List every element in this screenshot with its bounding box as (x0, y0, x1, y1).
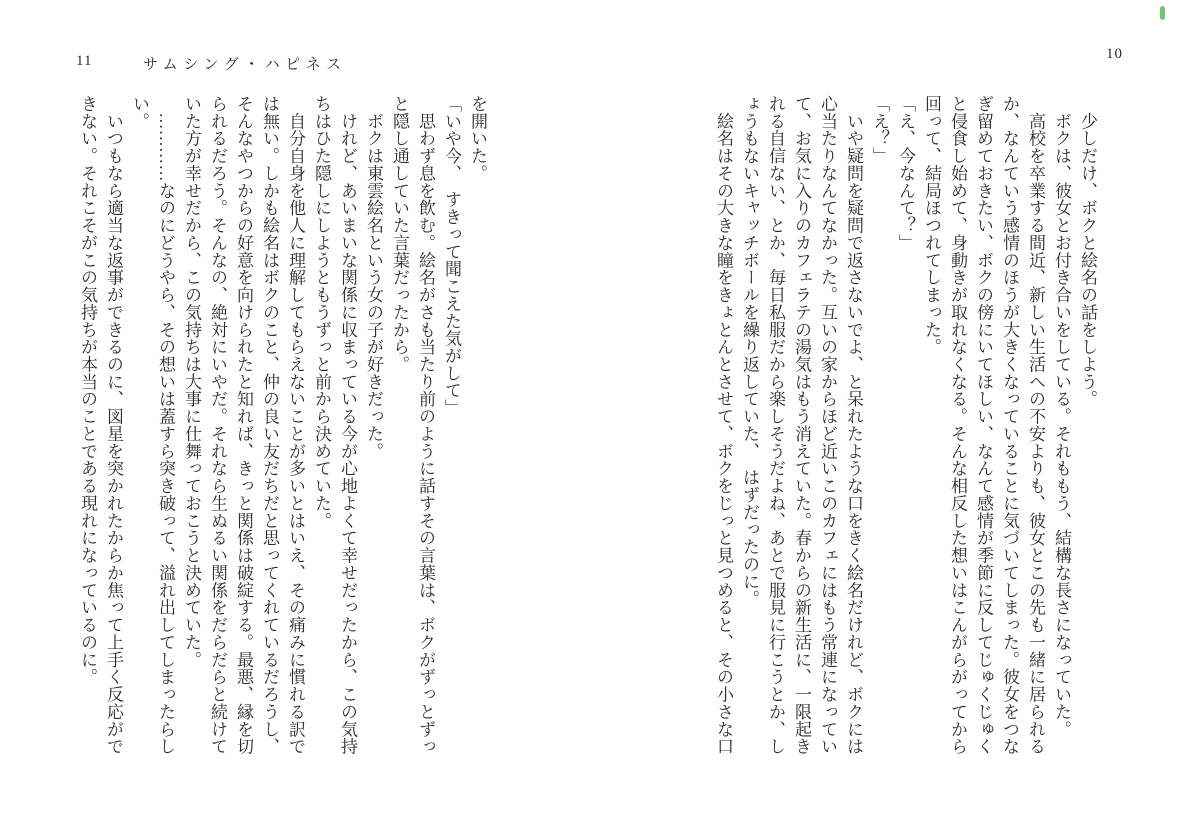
text-line: いや疑問を疑問で返さないでよ、と呆れたような口をきく絵名だけれど、ボクには (844, 95, 863, 756)
text-line: を開いた。 (468, 95, 487, 182)
text-line: 心当たりなんてなかった。互いの家からほど近いこのカフェにはもう常連になってい (818, 95, 837, 756)
right-page-text (710, 95, 1100, 790)
text-line: 自分自身を他人に理解してもらえないことが多いとはいえ、その痛みに慣れる訳で (286, 95, 305, 756)
text-line: ボクは東雲絵名という女の子が好きだった。 (364, 95, 383, 460)
text-line: と隠し通していた言葉だったから。 (390, 95, 409, 373)
text-line: 絵名はその大きな瞳をきょとんとさせて、ボクをじっと見つめると、その小さな口 (714, 95, 733, 756)
text-line: ちはひた隠しにしようともうずっと前から決めていた。 (312, 95, 331, 530)
text-line: 高校を卒業する間近、新しい生活への不安よりも、彼女とこの先も一緒に居られる (1026, 95, 1045, 756)
text-line: られるだろう。そんなの、絶対にいやだ。それなら生ぬるい関係をだらだらと続けて (208, 95, 227, 756)
text-line: れる自信ない、とか、毎日私服だから楽しそうだよね、あとで服見に行こうとか、し (766, 95, 785, 756)
left-page-text (74, 95, 490, 790)
text-line: は無い。しかも絵名はボクのこと、仲の良い友だちだと思ってくれているだろうし、 (260, 95, 279, 756)
text-line: けれど、あいまいな関係に収まっている今が心地よくて幸せだったから、この気持 (338, 95, 357, 756)
text-line: 「いや今、 すきって聞こえた気がして」 (442, 95, 461, 417)
text-line: 思わず息を飲む。絵名がさも当たり前のように話すその言葉は、ボクがずっとずっ (416, 95, 435, 756)
text-line: と侵食し始めて、身動きが取れなくなる。そんな相反した想いはこんがらがってから (948, 95, 967, 756)
text-line: いた方が幸せだから、この気持ちは大事に仕舞っておこうと決めていた。 (182, 95, 201, 669)
text-line: ぎ留めておきたい、ボクの傍にいてほしい、なんて感情が季節に反してじゅくじゅく (974, 95, 993, 756)
text-line: ボクは、彼女とお付き合いをしている。それももう、結構な長さになっていた。 (1052, 95, 1071, 738)
text-line: 「え？」 (870, 95, 889, 165)
page-number-left: 11 (76, 53, 93, 69)
green-marker-icon (1160, 6, 1165, 20)
text-line: て、お気に入りのカフェラテの湯気はもう消えていた。春からの新生活に、一限起き (792, 95, 811, 756)
running-header-title: サムシング・ハピネス (143, 57, 347, 73)
text-line: か、なんていう感情のほうが大きくなっていることに気づいてしまった。彼女をつな (1000, 95, 1019, 756)
text-line: 少しだけ、ボクと絵名の話をしよう。 (1078, 95, 1097, 408)
page-number-right: 10 (1106, 46, 1123, 62)
text-line: …………なのにどうやら、その想いは蓋すら突き破って、溢れ出してしまったらし (156, 95, 175, 756)
text-line: い。 (130, 95, 149, 130)
text-line: そんなやつからの好意を向けられたと知れば、きっと関係は破綻する。最悪、縁を切 (234, 95, 253, 756)
text-line: きない。それこそがこの気持ちが本当のことである現れになっているのに。 (78, 95, 97, 686)
text-line: 「え、今なんて？」 (896, 95, 915, 252)
text-line: いつもなら適当な返事ができるのに、図星を突かれたからか焦って上手く反応がで (104, 95, 123, 756)
text-line: ょうもないキャッチボールを繰り返していた、 はずだったのに。 (740, 95, 759, 608)
text-line: 回って、結局ほつれてしまった。 (922, 95, 941, 356)
